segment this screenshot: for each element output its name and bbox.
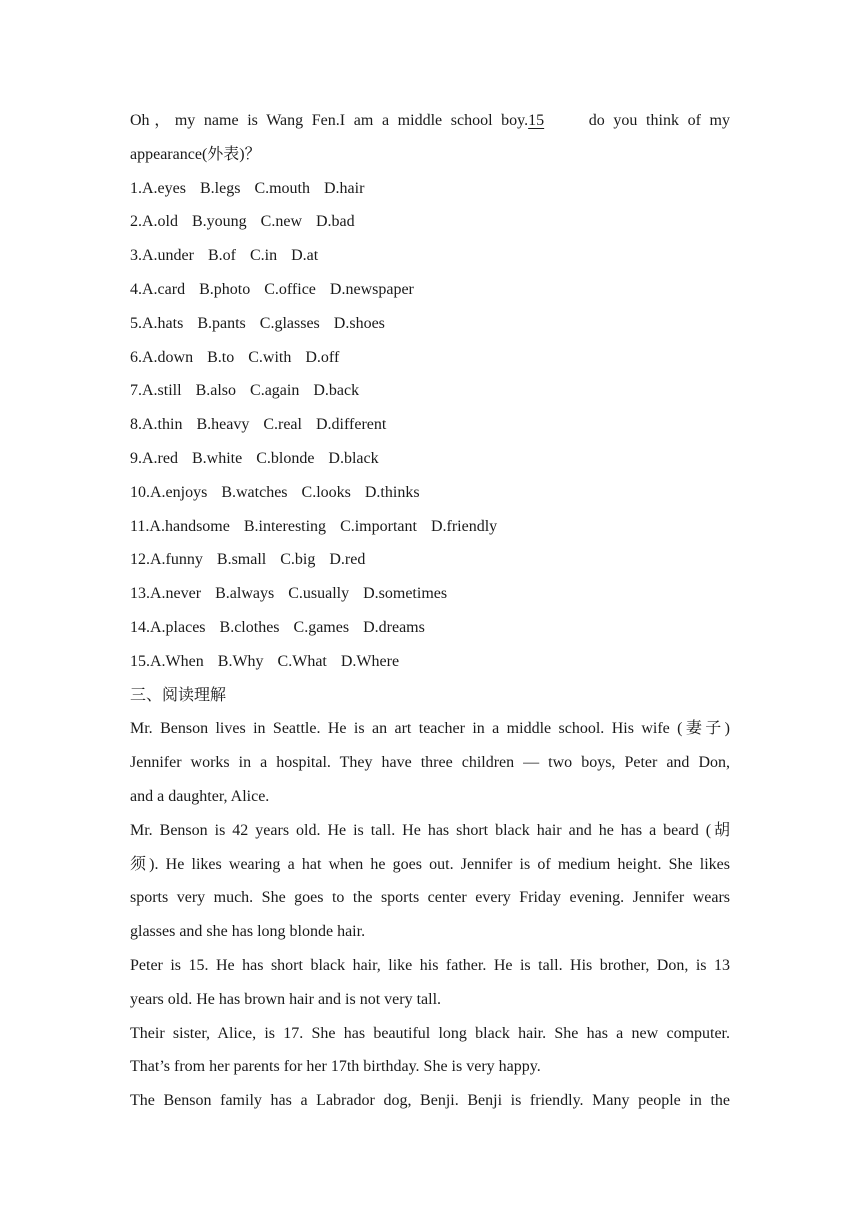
passage-line: years old. He has brown hair and is not very tall. [130, 990, 442, 1008]
question-number: 15. [130, 652, 150, 670]
answer-option: A.down [142, 348, 194, 366]
cloze-line-1 [130, 104, 730, 138]
passage-line: glasses and she has long blonde hair. [130, 923, 366, 941]
question-number: 11. [130, 517, 150, 535]
cloze-line-2: appearance(外表)？ [130, 145, 261, 163]
passage-line: Peter is 15. He has short black hair, like his father. He is tall. His brother, Don, is 13 [130, 956, 730, 974]
answer-option: D.different [315, 416, 387, 434]
answer-option: A.old [142, 213, 178, 231]
question-number: 1. [130, 179, 142, 197]
answer-option: D.off [305, 348, 340, 366]
question-number: 7. [130, 382, 142, 400]
question-number: 2. [130, 213, 142, 231]
answer-option: A.When [150, 652, 204, 670]
answer-option: A.never [150, 585, 202, 603]
section-heading: 三、阅读理解 [130, 686, 227, 704]
question-number: 14. [130, 618, 150, 636]
answer-option: B.always [215, 585, 275, 603]
answer-option: C.looks [301, 483, 351, 501]
answer-option: B.Why [217, 652, 264, 670]
question-list [130, 172, 730, 679]
answer-option: D.at [291, 247, 319, 265]
answer-option: A.card [142, 280, 186, 298]
passage-line: That’s from her parents for her 17th birthday. She is very happy. [130, 1058, 541, 1076]
answer-option: C.big [280, 551, 316, 569]
answer-option: B.legs [199, 179, 241, 197]
answer-option: D.sometimes [363, 585, 448, 603]
question-row [130, 374, 730, 408]
answer-option: A.enjoys [150, 483, 208, 501]
question-number: 6. [130, 348, 142, 366]
answer-option: C.in [249, 247, 278, 265]
answer-option: B.heavy [196, 416, 250, 434]
question-row [130, 341, 730, 375]
answer-option: A.under [142, 247, 194, 265]
answer-option: B.of [207, 247, 236, 265]
answer-option: D.Where [340, 652, 400, 670]
question-row [130, 307, 730, 341]
answer-option: C.real [263, 416, 302, 434]
answer-option: D.dreams [363, 618, 425, 636]
passage-line: Mr. Benson is 42 years old. He is tall. He has short black hair and he has a beard (胡 [130, 821, 730, 839]
answer-option: D.red [329, 551, 366, 569]
document-content [130, 104, 730, 1118]
passage-line: Jennifer works in a hospital. They have three children — two boys, Peter and Don, [130, 754, 730, 772]
answer-option: C.What [277, 652, 327, 670]
answer-option: D.thinks [364, 483, 420, 501]
cloze-text-after-blank: do you think of my [588, 112, 730, 129]
answer-option: A.red [142, 449, 178, 467]
answer-option: C.with [248, 348, 292, 366]
question-row [130, 442, 730, 476]
question-row [130, 408, 730, 442]
answer-option: D.newspaper [329, 280, 414, 298]
passage-line: Their sister, Alice, is 17. She has beautiful long black hair. She has a new computer. [130, 1024, 730, 1042]
question-number: 9. [130, 449, 142, 467]
answer-option: D.friendly [430, 517, 498, 535]
answer-option: B.photo [199, 280, 251, 298]
question-row [130, 645, 730, 679]
question-number: 5. [130, 314, 142, 332]
answer-option: C.again [250, 382, 300, 400]
answer-option: A.handsome [149, 517, 230, 535]
cloze-blank-15: 15 [528, 112, 545, 129]
question-row [130, 476, 730, 510]
answer-option: B.to [207, 348, 235, 366]
passage-line: 须). He likes wearing a hat when he goes out. Jennifer is of medium height. She likes [130, 855, 730, 873]
answer-option: D.back [313, 382, 360, 400]
question-row [130, 577, 730, 611]
answer-option: C.games [293, 618, 350, 636]
answer-option: A.funny [150, 551, 203, 569]
answer-option: D.bad [316, 213, 355, 231]
question-row [130, 273, 730, 307]
answer-option: D.black [328, 449, 379, 467]
answer-option: C.office [264, 280, 316, 298]
answer-option: B.pants [197, 314, 246, 332]
answer-option: C.mouth [254, 179, 310, 197]
question-row [130, 205, 730, 239]
question-row [130, 172, 730, 206]
passage-line: Mr. Benson lives in Seattle. He is an art teacher in a middle school. His wife (妻子) [130, 720, 730, 738]
answer-option: B.white [191, 449, 243, 467]
answer-option: B.small [216, 551, 267, 569]
answer-option: C.new [260, 213, 302, 231]
answer-option: B.young [192, 213, 247, 231]
answer-option: A.eyes [142, 179, 186, 197]
answer-option: C.important [340, 517, 417, 535]
question-number: 3. [130, 247, 142, 265]
question-number: 8. [130, 416, 142, 434]
reading-passage [130, 712, 730, 1118]
question-number: 10. [130, 483, 150, 501]
answer-option: C.glasses [259, 314, 320, 332]
answer-option: A.thin [142, 416, 183, 434]
answer-option: A.still [142, 382, 182, 400]
question-row [130, 239, 730, 273]
answer-option: A.hats [142, 314, 184, 332]
answer-option: B.interesting [243, 517, 327, 535]
question-row [130, 611, 730, 645]
answer-option: B.also [195, 382, 237, 400]
answer-option: A.places [150, 618, 206, 636]
passage-line: The Benson family has a Labrador dog, Benji. Benji is friendly. Many people in the [130, 1092, 730, 1110]
answer-option: D.hair [324, 179, 365, 197]
question-number: 4. [130, 280, 142, 298]
question-number: 12. [130, 551, 150, 569]
passage-line: and a daughter, Alice. [130, 787, 270, 805]
answer-option: D.shoes [333, 314, 385, 332]
answer-option: B.clothes [219, 618, 280, 636]
question-row [130, 543, 730, 577]
passage-line: sports very much. She goes to the sports center every Friday evening. Jennifer wears [130, 889, 730, 907]
cloze-text-before-blank: Oh，my name is Wang Fen.I am a middle school boy. [130, 112, 529, 129]
question-row [130, 510, 730, 544]
question-number: 13. [130, 585, 150, 603]
answer-option: C.usually [288, 585, 350, 603]
answer-option: B.watches [221, 483, 288, 501]
answer-option: C.blonde [256, 449, 315, 467]
